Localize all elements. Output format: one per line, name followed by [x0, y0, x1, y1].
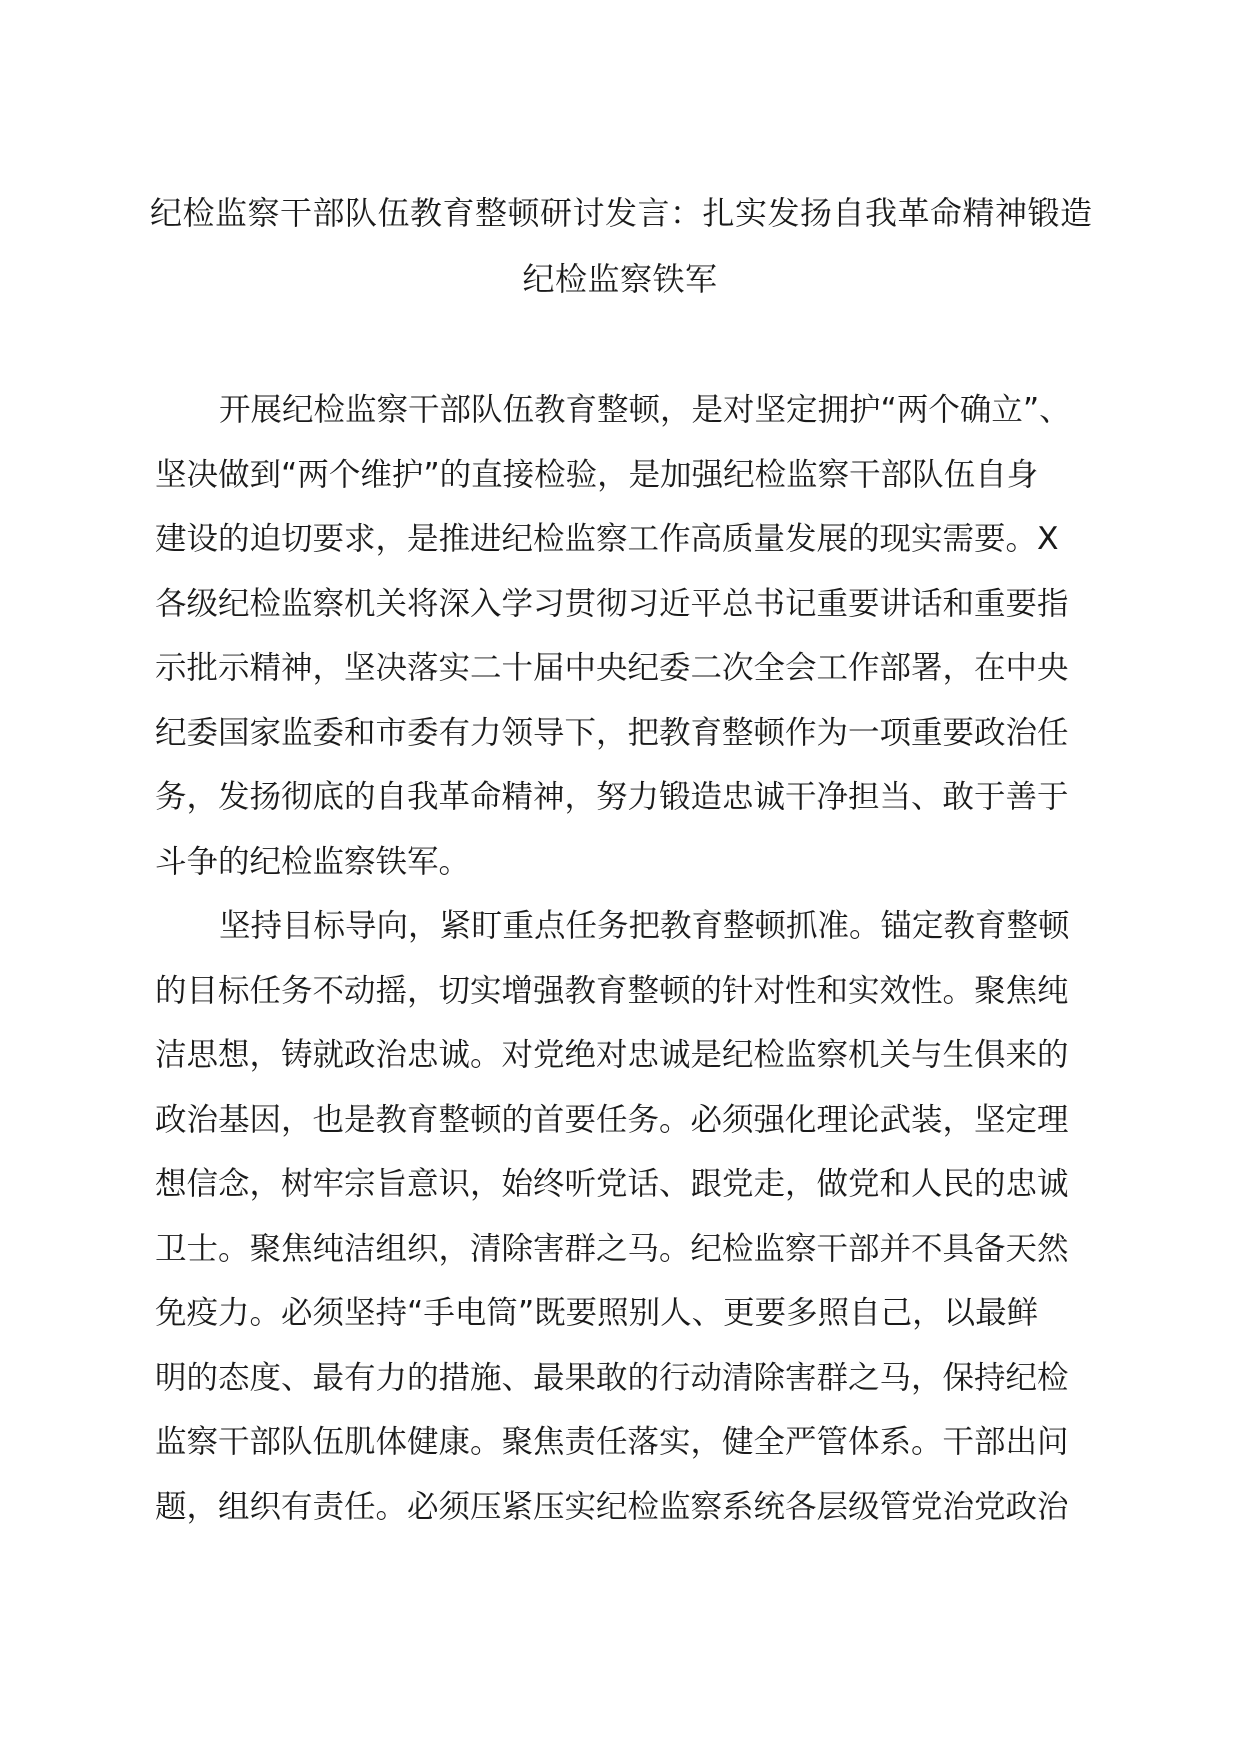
paragraph-line: 开展纪检监察干部队伍教育整顿，是对坚定拥护“两个确立”、 — [219, 392, 1071, 428]
paragraph-line: 务，发扬彻底的自我革命精神，努力锻造忠诚干净担当、敢于善于 — [155, 779, 1069, 815]
paragraph-line: 明的态度、最有力的措施、最果敢的行动清除害群之马，保持纪检 — [155, 1359, 1069, 1396]
paragraph-line: 坚持目标导向，紧盯重点任务把教育整顿抓准。锚定教育整顿 — [219, 908, 1070, 944]
paragraph-line: 坚决做到“两个维护”的直接检验，是加强纪检监察干部队伍自身 — [155, 456, 1039, 493]
paragraph-1 — [155, 378, 1085, 894]
paragraph-line: 洁思想，铸就政治忠诚。对党绝对忠诚是纪检监察机关与生俱来的 — [155, 1037, 1069, 1073]
paragraph-line: 斗争的纪检监察铁军。 — [155, 843, 471, 880]
document-body — [155, 378, 1085, 1539]
title-line-1: 纪检监察干部队伍教育整顿研讨发言：扎实发扬自我革命精神锻造 — [150, 194, 1093, 232]
paragraph-line: 各级纪检监察机关将深入学习贯彻习近平总书记重要讲话和重要指 — [155, 585, 1069, 622]
paragraph-line: 想信念，树牢宗旨意识，始终听党话、跟党走，做党和人民的忠诚 — [155, 1166, 1069, 1202]
paragraph-line: 免疫力。必须坚持“手电筒”既要照别人、更要多照自己，以最鲜 — [155, 1295, 1039, 1331]
paragraph-line: 卫士。聚焦纯洁组织，清除害群之马。纪检监察干部并不具备天然 — [155, 1230, 1069, 1267]
paragraph-line: 建设的迫切要求，是推进纪检监察工作高质量发展的现实需要。X — [155, 521, 1059, 557]
paragraph-2 — [155, 894, 1085, 1539]
paragraph-line: 纪委国家监委和市委有力领导下，把教育整顿作为一项重要政治任 — [155, 714, 1069, 751]
paragraph-line: 的目标任务不动摇，切实增强教育整顿的针对性和实效性。聚焦纯 — [155, 972, 1069, 1009]
title-line-2: 纪检监察铁军 — [522, 260, 718, 298]
document-title — [150, 180, 1093, 312]
paragraph-line: 题，组织有责任。必须压紧压实纪检监察系统各层级管党治党政治 — [155, 1488, 1069, 1525]
paragraph-line: 示批示精神，坚决落实二十届中央纪委二次全会工作部署，在中央 — [155, 650, 1069, 686]
paragraph-line: 监察干部队伍肌体健康。聚焦责任落实，健全严管体系。干部出问 — [155, 1424, 1069, 1460]
paragraph-line: 政治基因，也是教育整顿的首要任务。必须强化理论武装，坚定理 — [155, 1101, 1069, 1138]
